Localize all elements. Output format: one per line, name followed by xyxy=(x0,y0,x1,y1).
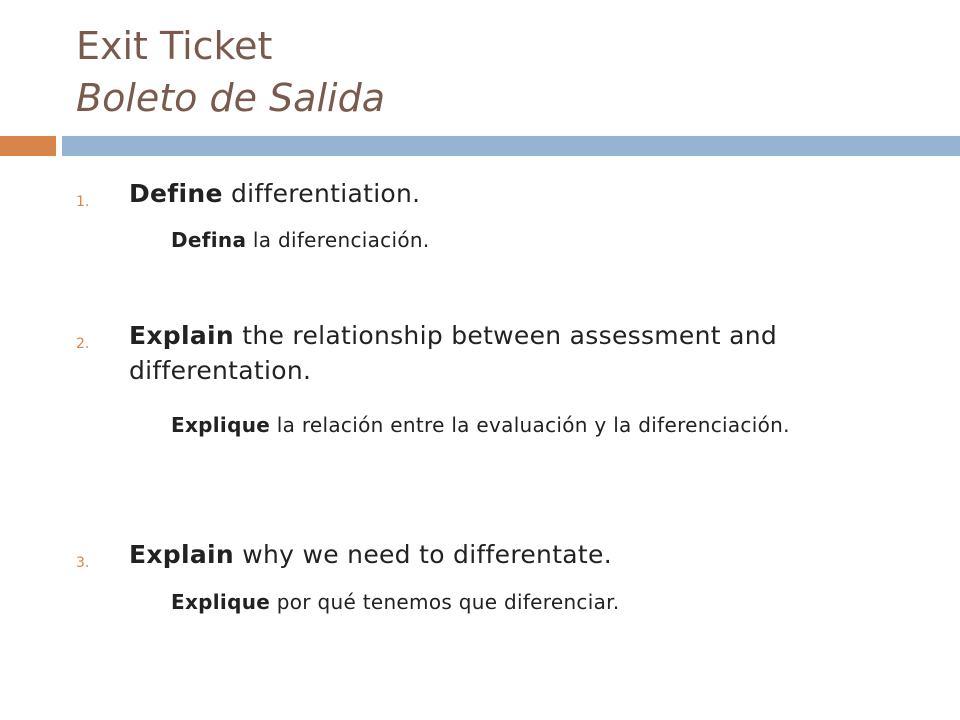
slide-title xyxy=(76,20,385,124)
title-spanish: Boleto de Salida xyxy=(76,76,385,120)
accent-bar-orange xyxy=(0,136,56,156)
item-text-english: the relationship between assessment and differentation. xyxy=(129,321,778,385)
item-text-spanish: la diferenciación. xyxy=(246,228,430,252)
item-number: 2. xyxy=(76,336,90,352)
item-text-spanish: por qué tenemos que diferenciar. xyxy=(270,590,620,614)
item-prompt-spanish xyxy=(171,410,921,441)
item-keyword-english: Explain xyxy=(129,321,235,350)
item-number: 3. xyxy=(76,555,90,571)
item-number: 1. xyxy=(76,194,90,210)
item-text-english: why we need to differentate. xyxy=(234,540,612,569)
item-prompt-english xyxy=(129,176,919,211)
item-text-english: differentiation. xyxy=(222,179,421,208)
item-keyword-spanish: Defina xyxy=(171,228,247,252)
item-keyword-spanish: Explique xyxy=(171,413,271,437)
title-english: Exit Ticket xyxy=(76,24,273,68)
item-text-spanish: la relación entre la evaluación y la diferenciación. xyxy=(270,413,790,437)
item-prompt-spanish xyxy=(171,587,921,618)
accent-bar-blue xyxy=(62,136,960,156)
item-keyword-english: Define xyxy=(129,179,223,208)
item-keyword-english: Explain xyxy=(129,540,235,569)
item-keyword-spanish: Explique xyxy=(171,590,271,614)
item-prompt-spanish xyxy=(171,225,921,256)
item-prompt-english xyxy=(129,537,919,572)
item-prompt-english xyxy=(129,318,919,388)
